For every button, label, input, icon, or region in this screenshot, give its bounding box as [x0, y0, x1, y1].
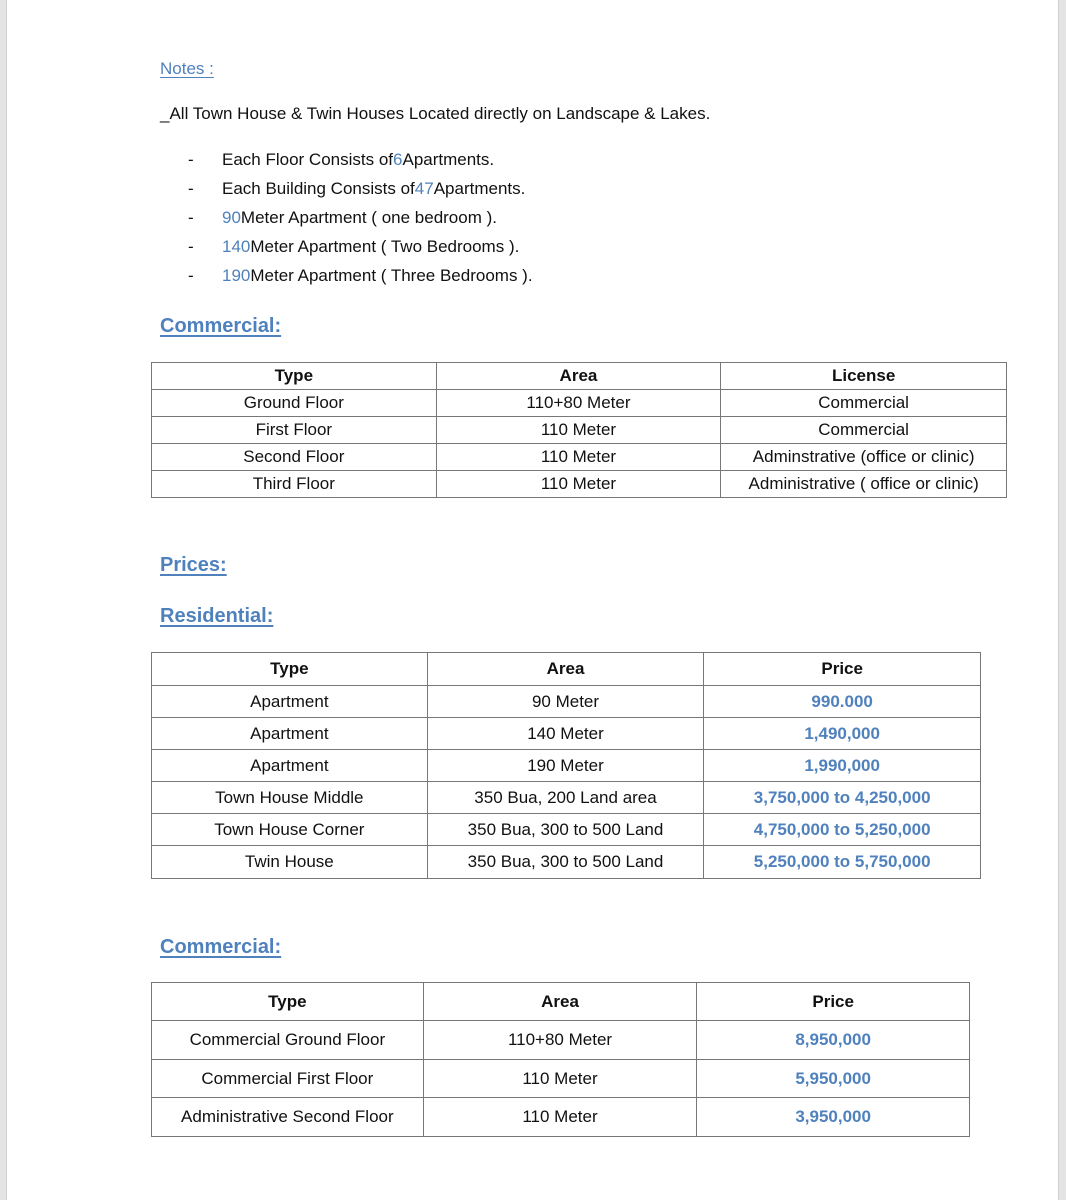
cell-license: Adminstrative (office or clinic)	[721, 444, 1007, 471]
prices-heading: Prices:	[160, 554, 227, 576]
bullet-number: 47	[414, 179, 434, 198]
cell-type: Administrative Second Floor	[152, 1098, 424, 1137]
table-row	[152, 750, 981, 782]
list-item	[188, 150, 533, 179]
cell-license: Commercial	[721, 390, 1007, 417]
cell-price: 1,990,000	[704, 750, 981, 782]
cell-area: 110 Meter	[436, 444, 721, 471]
page-edge-right	[1058, 0, 1066, 1200]
cell-price: 8,950,000	[697, 1021, 970, 1060]
list-item	[188, 208, 533, 237]
cell-area: 140 Meter	[427, 718, 704, 750]
cell-price: 5,250,000 to 5,750,000	[704, 846, 981, 879]
table-header-row	[152, 363, 1007, 390]
table-row	[152, 718, 981, 750]
header-area: Area	[436, 363, 721, 390]
residential-prices-table	[151, 652, 981, 879]
cell-price: 1,490,000	[704, 718, 981, 750]
bullet-dash: -	[188, 208, 194, 227]
page-edge-left	[0, 0, 7, 1200]
cell-area: 190 Meter	[427, 750, 704, 782]
bullet-dash: -	[188, 237, 194, 256]
cell-area: 110 Meter	[436, 471, 721, 498]
cell-area: 110 Meter	[436, 417, 721, 444]
commercial-prices-heading: Commercial:	[160, 936, 282, 958]
cell-type: Third Floor	[152, 471, 437, 498]
cell-price: 3,950,000	[697, 1098, 970, 1137]
header-price: Price	[697, 983, 970, 1021]
table-row	[152, 782, 981, 814]
cell-type: Apartment	[152, 686, 428, 718]
commercial-license-heading: Commercial:	[160, 315, 282, 337]
header-area: Area	[427, 653, 704, 686]
bullet-dash: -	[188, 266, 194, 285]
notes-heading: Notes :	[160, 59, 214, 78]
notes-list	[188, 150, 533, 295]
table-row	[152, 1060, 970, 1098]
cell-type: Ground Floor	[152, 390, 437, 417]
header-area: Area	[423, 983, 697, 1021]
bullet-number: 140	[222, 237, 251, 256]
bullet-dash: -	[188, 150, 194, 169]
cell-price: 3,750,000 to 4,250,000	[704, 782, 981, 814]
bullet-dash: -	[188, 179, 194, 198]
table-row	[152, 1021, 970, 1060]
table-row	[152, 846, 981, 879]
bullet-number: 6	[393, 150, 403, 169]
cell-area: 350 Bua, 200 Land area	[427, 782, 704, 814]
bullet-text: Each Building Consists of	[222, 179, 415, 198]
header-price: Price	[704, 653, 981, 686]
bullet-number: 190	[222, 266, 251, 285]
bullet-number: 90	[222, 208, 241, 227]
bullet-text: Meter Apartment ( one bedroom ).	[240, 208, 497, 227]
bullet-text: Meter Apartment ( Three Bedrooms ).	[250, 266, 533, 285]
cell-area: 110 Meter	[423, 1098, 697, 1137]
cell-type: Town House Corner	[152, 814, 428, 846]
table-header-row	[152, 653, 981, 686]
cell-type: Apartment	[152, 718, 428, 750]
cell-type: Town House Middle	[152, 782, 428, 814]
table-row	[152, 390, 1007, 417]
list-item	[188, 266, 533, 295]
header-type: Type	[152, 653, 428, 686]
header-type: Type	[152, 983, 424, 1021]
cell-type: Commercial First Floor	[152, 1060, 424, 1098]
table-row	[152, 1098, 970, 1137]
table-row	[152, 444, 1007, 471]
cell-type: Apartment	[152, 750, 428, 782]
cell-type: Twin House	[152, 846, 428, 879]
table-row	[152, 814, 981, 846]
cell-area: 110+80 Meter	[436, 390, 721, 417]
commercial-license-table	[151, 362, 1007, 498]
cell-price: 990.000	[704, 686, 981, 718]
table-row	[152, 471, 1007, 498]
cell-type: First Floor	[152, 417, 437, 444]
list-item	[188, 237, 533, 266]
cell-license: Administrative ( office or clinic)	[721, 471, 1007, 498]
cell-price: 5,950,000	[697, 1060, 970, 1098]
header-license: License	[721, 363, 1007, 390]
cell-area: 110 Meter	[423, 1060, 697, 1098]
table-row	[152, 686, 981, 718]
cell-area: 110+80 Meter	[423, 1021, 697, 1060]
header-type: Type	[152, 363, 437, 390]
bullet-text: Apartments.	[433, 179, 526, 198]
cell-area: 350 Bua, 300 to 500 Land	[427, 846, 704, 879]
bullet-text: Each Floor Consists of	[222, 150, 394, 169]
table-row	[152, 417, 1007, 444]
commercial-prices-table	[151, 982, 970, 1137]
table-header-row	[152, 983, 970, 1021]
notes-intro: _All Town House & Twin Houses Located directly on Landscape & Lakes.	[160, 104, 711, 123]
cell-license: Commercial	[721, 417, 1007, 444]
bullet-text: Meter Apartment ( Two Bedrooms ).	[250, 237, 520, 256]
cell-type: Commercial Ground Floor	[152, 1021, 424, 1060]
cell-type: Second Floor	[152, 444, 437, 471]
cell-area: 350 Bua, 300 to 500 Land	[427, 814, 704, 846]
bullet-text: Apartments.	[402, 150, 495, 169]
cell-price: 4,750,000 to 5,250,000	[704, 814, 981, 846]
residential-heading: Residential:	[160, 605, 274, 627]
list-item	[188, 179, 533, 208]
cell-area: 90 Meter	[427, 686, 704, 718]
